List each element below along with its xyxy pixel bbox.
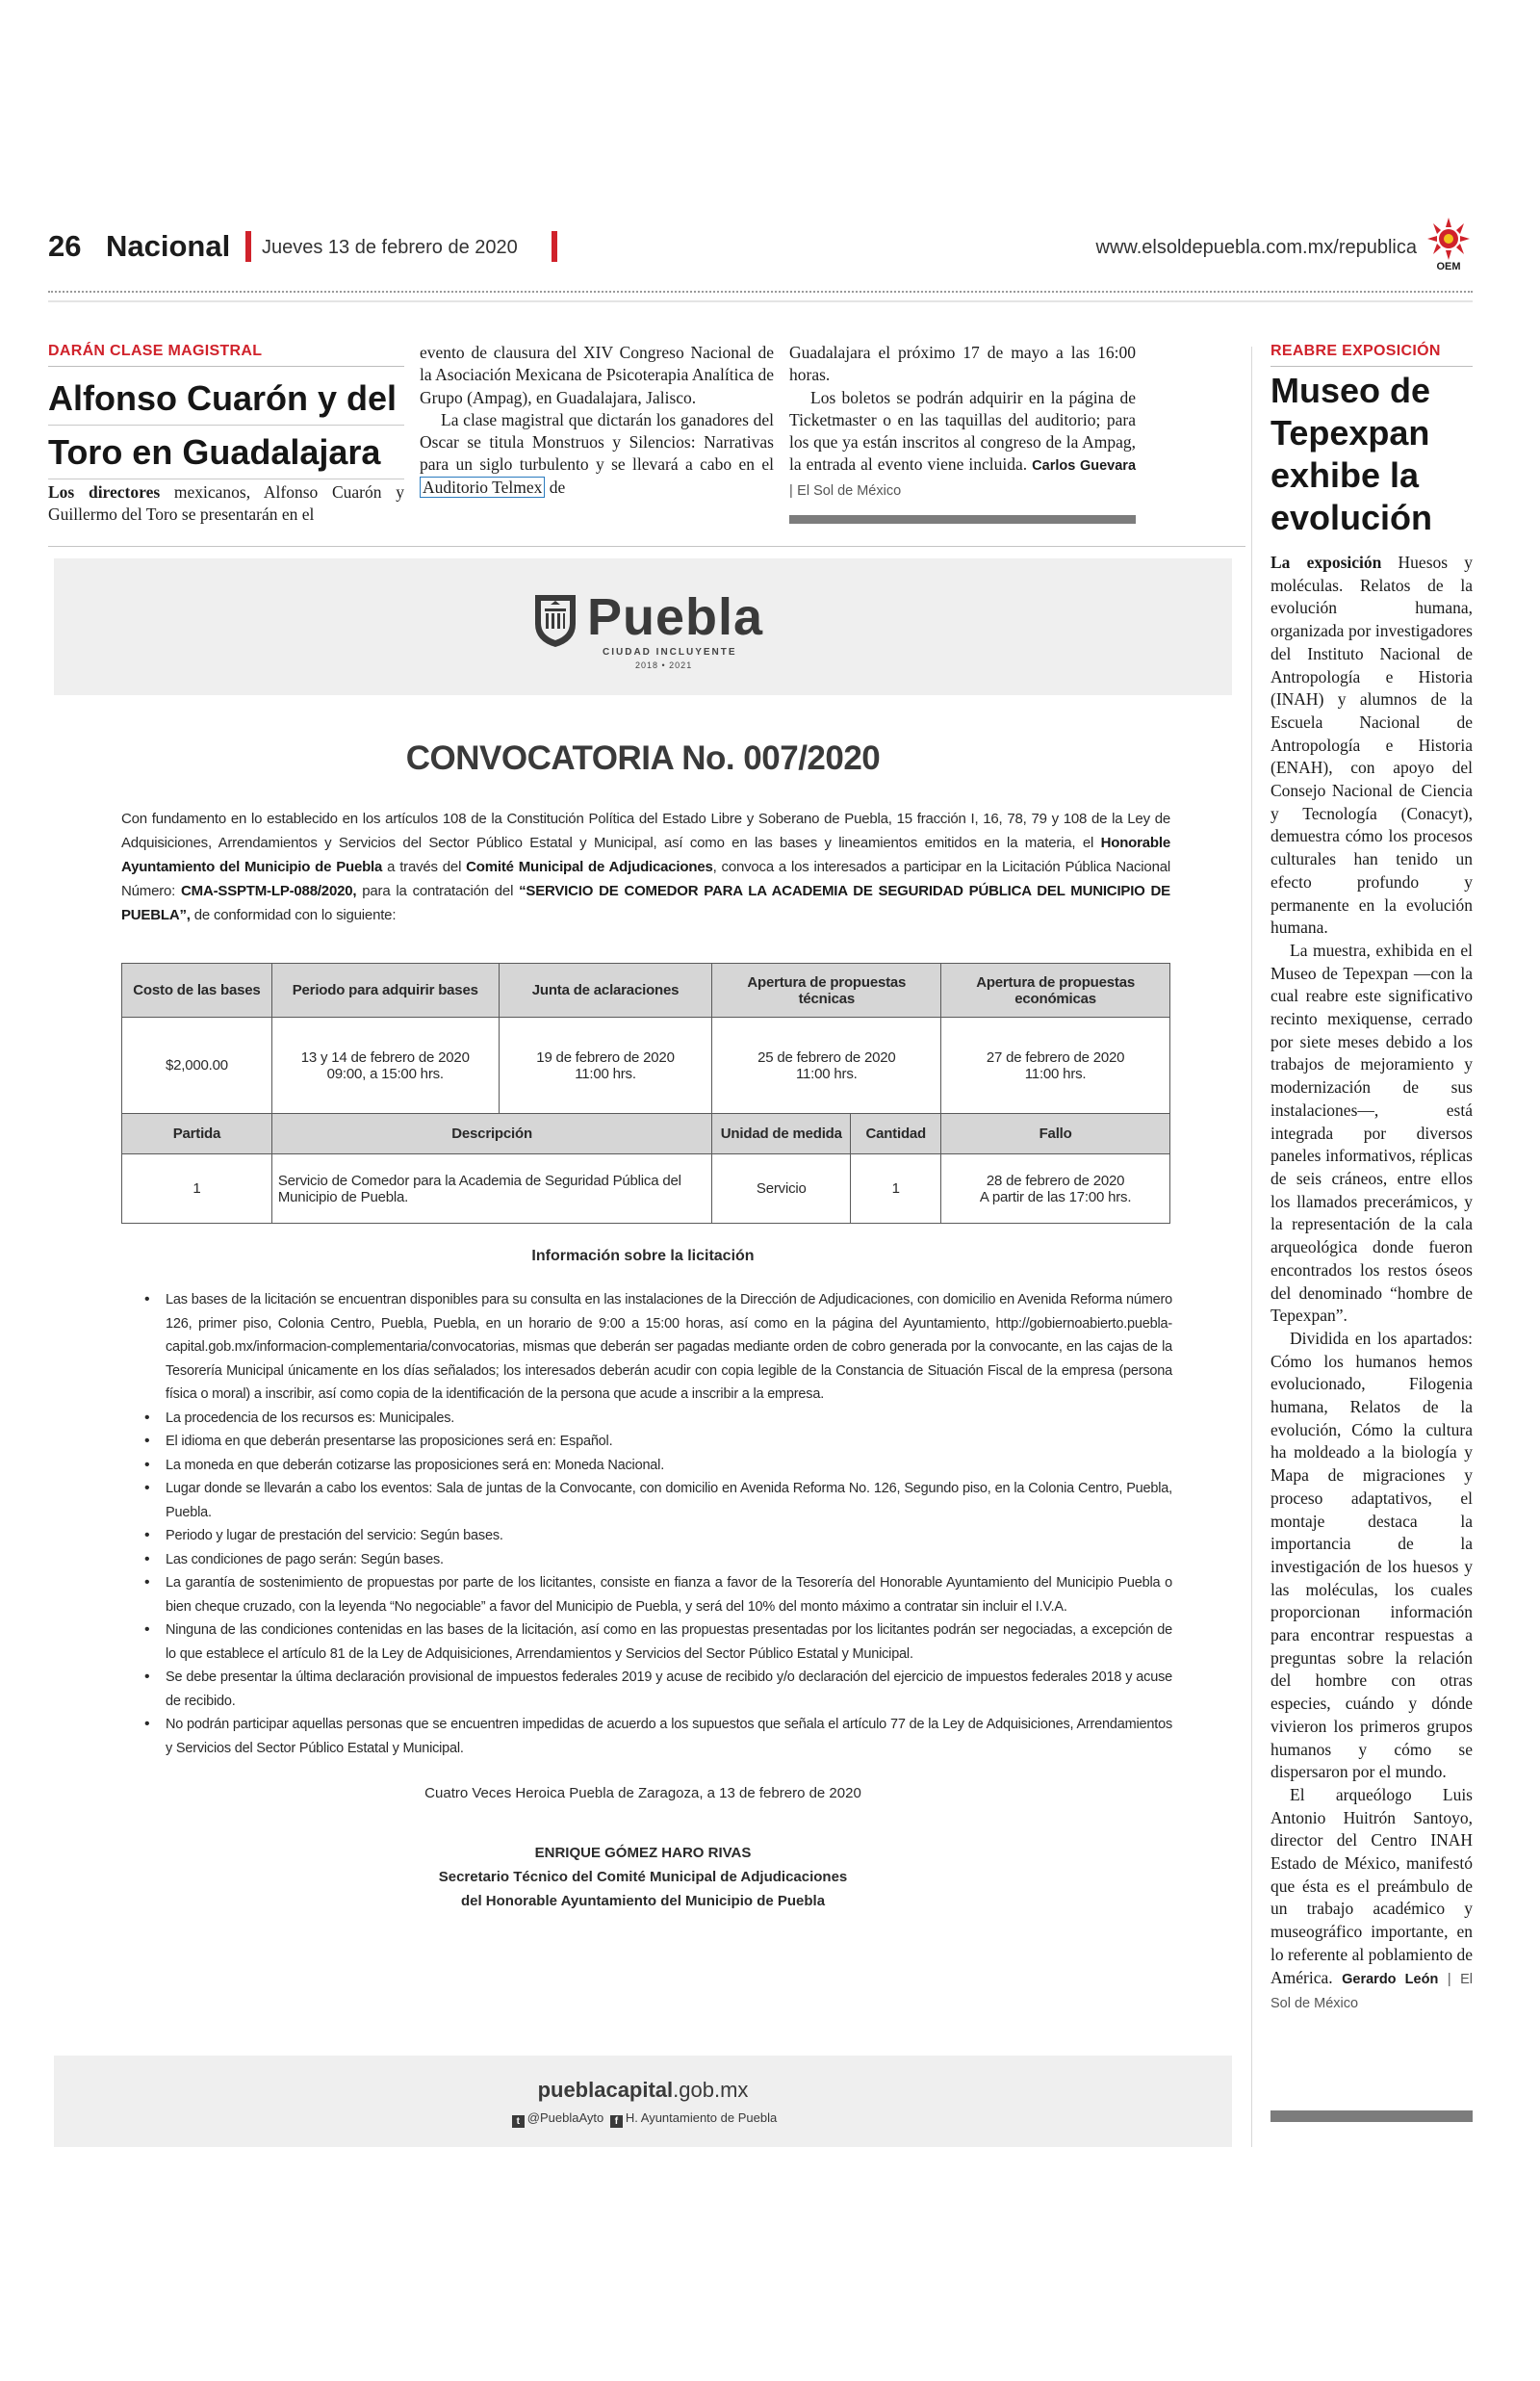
headline-line: Toro en Guadalajara [48,426,404,479]
intro-bold: Honorable Ayuntamiento del Municipio de Puebla [121,835,1170,875]
list-item: • Lugar donde se llevarán a cabo los eventos: Sala de juntas de la Convocante, con domicilio en Avenida Reforma No. 126, Segundo piso, en la Colonia Centro, Puebla, Puebla. [144,1477,1172,1524]
body-text: de [545,477,566,497]
section-rule [48,546,1245,547]
byline-source: El Sol de México [797,482,902,499]
body-text: Los boletos se podrán adquirir en la página de Ticketmaster o en las taquillas del auditorio; para los que ya están inscritos al congreso de la Ampag, la entrada al evento viene incluida. [789,387,1136,475]
main-col-2 [420,342,774,499]
headline-line: Museo de [1270,371,1431,410]
table-row [122,1018,1170,1114]
header-divider [245,231,251,262]
intro-text: a través del [382,859,467,875]
convocatoria-ad [54,558,1232,2147]
table-cell: 25 de febrero de 2020 11:00 hrs. [712,1018,941,1114]
column-divider [1251,347,1252,2147]
ad-footer-url[interactable]: pueblacapital.gob.mx [537,2078,749,2102]
table-header: Cantidad [851,1114,941,1154]
facebook-icon: f [610,2115,623,2128]
body-text: La clase magistral que dictarán los ganadores del Oscar se titula Monstruos y Silencios: Narrativas para un siglo turbulento y se llevará a cabo en el [420,409,774,475]
paragraph: La muestra, exhibida en el Museo de Tepexpan —con la cual reabre este significativo recinto mexiquense, cerrado por siete meses debido a los trabajos de mejoramiento y modernización de sus instalaciones—, está integrada por diversos paneles informativos, réplicas de seis cráneos, entre ellos los llamados precerámicos, y la representación de la cala arqueológica donde fueron encontrados los restos óseos del denominado “hombre de Tepexpan”. [1270,940,1473,1326]
table-header: Costo de las bases [122,964,272,1018]
venue-highlight[interactable]: Auditorio Telmex [420,477,545,498]
intro-text: Con fundamento en lo establecido en los artículos 108 de la Constitución Política del Estado Libre y Soberano de Puebla, 15 fracción I, 16, 78, 79 y 108 de la Ley de Adquisiciones, Arrendamientos y Servicios del Sector Público Estatal y Municipal, así como en las bases y lineamientos emitidos en la materia, el [121,811,1170,851]
table-header: Unidad de medida [712,1114,851,1154]
list-item: • La garantía de sostenimiento de propuestas por parte de los licitantes, consiste en fianza a favor de la Tesorería del Honorable Ayuntamiento del Municipio Puebla o bien cheque cruzado, con la leyenda “No negociable” a favor del Municipio de Puebla, y será del 10% del monto máximo a contratar sin incluir el I.V.A. [144,1571,1172,1618]
article-end-bar [1270,2110,1473,2122]
headline-line: Alfonso Cuarón y del [48,372,404,426]
section-name: Nacional [106,229,231,263]
table-cell: 1 [851,1154,941,1224]
table-header: Periodo para adquirir bases [271,964,499,1018]
info-title: Información sobre la licitación [531,1248,755,1264]
oem-sun-logo [1424,218,1473,272]
table-cell: Servicio [712,1154,851,1224]
body-text: Huesos y moléculas. Relatos de la evolución humana, organizada por investigadores del Instituto Nacional de Antropología e Historia (INAH) y alumnos de la Escuela Nacional de Antropología e Historia (ENAH), con apoyo del Consejo Nacional de Ciencia y Tecnología (Conacyt), demuestra cómo los procesos culturales han tenido un efecto profundo y permanente en la evolución humana. [1270,553,1473,938]
table-cell: 27 de febrero de 2020 11:00 hrs. [941,1018,1170,1114]
table-header: Apertura de propuestas económicas [941,964,1170,1018]
list-item: • Las condiciones de pago serán: Según bases. [144,1548,1172,1572]
logo-years: 2018 • 2021 [635,660,693,670]
body-text: El arqueólogo Luis Antonio Huitrón Santoyo, director del Centro INAH Estado de México, manifestó que ésta es el preámbulo de un trabajo académico y museográfico importante, en lo referente al poblamiento de América. [1270,1784,1473,1987]
page-header [48,223,1473,272]
main-headline [48,372,404,479]
intro-text: para la contratación del [356,883,520,899]
schedule-table [121,963,1170,1114]
list-item: • El idioma en que deberán presentarse las proposiciones será en: Español. [144,1430,1172,1454]
header-rule [48,300,1473,302]
signer-title: Secretario Técnico del Comité Municipal de Adjudicaciones [438,1869,848,1885]
signer-name: ENRIQUE GÓMEZ HARO RIVAS [534,1845,752,1861]
logo-tagline: CIUDAD INCLUYENTE [603,647,737,658]
twitter-icon: t [512,2115,525,2128]
signer-title: del Honorable Ayuntamiento del Municipio de Puebla [460,1893,826,1909]
main-col-1 [48,481,404,527]
info-list [144,1288,1172,1760]
table-row [122,1154,1170,1224]
convocatoria-intro [121,807,1170,927]
main-kicker: DARÁN CLASE MAGISTRAL [48,343,263,359]
table-header: Partida [122,1114,272,1154]
convocatoria-title: CONVOCATORIA No. 007/2020 [405,739,881,777]
item-table [121,1113,1170,1224]
paragraph: evento de clausura del XIV Congreso Nacional de la Asociación Mexicana de Psicoterapia Analítica de Grupo (Ampag), en Guadalajara, Jalisco. [420,343,774,407]
header-rule [48,291,1473,293]
table-cell: 13 y 14 de febrero de 2020 09:00, a 15:00 hrs. [271,1018,499,1114]
puebla-logo [531,588,764,674]
byline-author: Carlos Guevara [1032,458,1137,475]
list-item: • Se debe presentar la última declaración provisional de impuestos federales 2019 y acuse de recibido y/o declaración del ejercicio de impuestos federales 2018 y acuse de recibido. [144,1666,1172,1713]
article-end-bar [789,515,1136,524]
side-headline [1270,370,1473,539]
facebook-page[interactable]: H. Ayuntamiento de Puebla [625,2110,778,2125]
table-header: Apertura de propuestas técnicas [712,964,941,1018]
lead-in: Los directores [48,482,161,502]
list-item: • Ninguna de las condiciones contenidas en las bases de la licitación, así como en las propuestas presentadas por los licitantes podrán ser negociadas, a excepción de lo que establece el artículo 81 de la Ley de Adquisiciones, Arrendamientos y Servicios del Sector Público Estatal y Municipal. [144,1618,1172,1666]
list-item: • Periodo y lugar de prestación del servicio: Según bases. [144,1524,1172,1548]
table-header: Descripción [271,1114,712,1154]
headline-line: exhibe la [1270,455,1420,495]
signature-block [54,1841,1232,1913]
table-cell: $2,000.00 [122,1018,272,1114]
shield-icon [531,591,579,649]
intro-bold: Comité Municipal de Adjudicaciones [466,859,713,875]
puebla-wordmark: Puebla [587,588,764,646]
list-item: • La moneda en que deberán cotizarse las proposiciones será en: Moneda Nacional. [144,1454,1172,1478]
kicker-rule [48,366,404,367]
table-header: Fallo [941,1114,1170,1154]
byline-source: El Sol de México [1270,1971,1474,2012]
list-item: • No podrán participar aquellas personas que se encuentren impedidas de acuerdo a los supuestos que señala el artículo 77 de la Ley de Adquisiciones, Arrendamientos y Servicios del Sector Público Estatal y Municipal. [144,1713,1172,1760]
table-header: Junta de aclaraciones [499,964,712,1018]
header-date: Jueves 13 de febrero de 2020 [262,237,518,258]
table-cell: 19 de febrero de 2020 11:00 hrs. [499,1018,712,1114]
header-url[interactable]: www.elsoldepuebla.com.mx/republica [1095,237,1417,258]
headline-line: evolución [1270,498,1433,537]
intro-bold: CMA-SSPTM-LP-088/2020, [181,883,357,899]
paragraph: Guadalajara el próximo 17 de mayo a las 16:00 horas. [789,343,1136,385]
side-body: La exposición Huesos y moléculas. Relatos de la evolución humana, organizada por investigadores del Instituto Nacional de Antropología e Historia (INAH) y alumnos de la Escuela Nacional de Antropología e Historia (ENAH), con apoyo del Consejo Nacional de Ciencia y Tecnología (Conacyt), demuestra cómo los procesos culturales han tenido un efecto profundo y permanente en la evolución humana. La muestra, exhibida en el Museo de Tepexpan —con la cual reabre este significativo recinto mexiquense, cerrado por siete meses debido a los trabajos de mejoramiento y modernización de sus instalaciones—, está integrada por diversos paneles informativos, réplicas de seis cráneos, entre ellos los llamados precerámicos, y la representación de la cala arqueológica donde fueron encontrados los restos óseos del denominado “hombre de Tepexpan”. Dividida en los apartados: Cómo los humanos hemos evolucionado, Filogenia humana, Relatos de la evolución, Cómo la cultura ha moldeado a la biología y Mapa de migraciones y proceso adaptativos, el montaje destaca la importancia de la investigación de los huesos y las moléculas, los cuales proporcionan información para encontrar respuestas a preguntas sobre la relación del hombre con otras especies, cuándo y dónde vivieron los primeros grupos humanos y cómo se dispersaron por el mundo. El arqueólogo Luis Antonio Huitrón Santoyo, director del Centro INAH Estado de México, manifestó que ésta es el preámbulo de un trabajo académico y museográfico importante, en lo referente al poblamiento de América. Gerardo León | El Sol de México [1270,553,1474,2012]
table-cell: 28 de febrero de 2020 A partir de las 17:00 hrs. [941,1154,1170,1224]
page-number: 26 [48,229,82,263]
header-divider [552,231,557,262]
list-item: • La procedencia de los recursos es: Municipales. [144,1407,1172,1431]
intro-text: de conformidad con lo siguiente: [190,907,397,923]
headline-line: Tepexpan [1270,413,1430,453]
table-cell: 1 [122,1154,272,1224]
ad-social-links [54,2110,1232,2128]
intro-text: , convoca a los interesados a participar en la Licitación Pública Nacional Número: [121,859,1170,899]
svg-text:OEM: OEM [1436,261,1461,272]
twitter-handle[interactable]: @PueblaAyto [526,2110,604,2125]
body-text: mexicanos, Alfonso Cuarón y Guillermo del Toro se presentarán en el [48,482,404,525]
table-header-row [122,964,1170,1018]
side-kicker: REABRE EXPOSICIÓN [1270,343,1441,359]
lead-in: La exposición [1270,553,1382,572]
kicker-rule [1270,366,1473,367]
table-cell: Servicio de Comedor para la Academia de Seguridad Pública del Municipio de Puebla. [271,1154,712,1224]
paragraph: Dividida en los apartados: Cómo los humanos hemos evolucionado, Filogenia humana, Relatos de la evolución, Cómo la cultura ha moldeado a la biología y Mapa de migraciones y proceso adaptativos, el montaje destaca la importancia de la investigación de los huesos y las moléculas, los cuales proporcionan información para encontrar respuestas a preguntas sobre la relación del hombre con otras especies, cuándo y dónde vivieron los primeros grupos humanos y cómo se dispersaron por el mundo. [1270,1328,1473,1782]
list-item: • Las bases de la licitación se encuentran disponibles para su consulta en las instalaciones de la Dirección de Adjudicaciones, con domicilio en Avenida Reforma número 126, primer piso, Colonia Centro, Puebla, Puebla, en un horario de 9:00 a 15:00 horas, así como en la página del Ayuntamiento, http://gobiernoabierto.puebla-capital.gob.mx/informacion-complementaria/convocatorias, mismas que deberán ser pagadas mediante orden de cobro generada por la convocante, en las cajas de la Tesorería Municipal únicamente en los días señalados; los interesados deberán acudir con copia legible de la Constancia de Situación Fiscal de la empresa (persona física o moral) a inscribir, así como copia de la identificación de la persona que acude a inscribir a la empresa. [144,1288,1172,1407]
table-header-row [122,1114,1170,1154]
sign-place-date: Cuatro Veces Heroica Puebla de Zaragoza, a 13 de febrero de 2020 [424,1785,861,1801]
byline-author: Gerardo León [1342,1971,1439,1987]
main-col-3: Guadalajara el próximo 17 de mayo a las 16:00 horas. Los boletos se podrán adquirir en la página de Ticketmaster o en las taquillas del auditorio; para los que ya están inscritos al congreso de la Ampag, la entrada al evento viene incluida. Carlos Guevara | El Sol de México [789,343,1137,499]
intro-bold: “SERVICIO DE COMEDOR PARA LA ACADEMIA DE SEGURIDAD PÚBLICA DEL MUNICIPIO DE PUEBLA”, [121,883,1170,923]
